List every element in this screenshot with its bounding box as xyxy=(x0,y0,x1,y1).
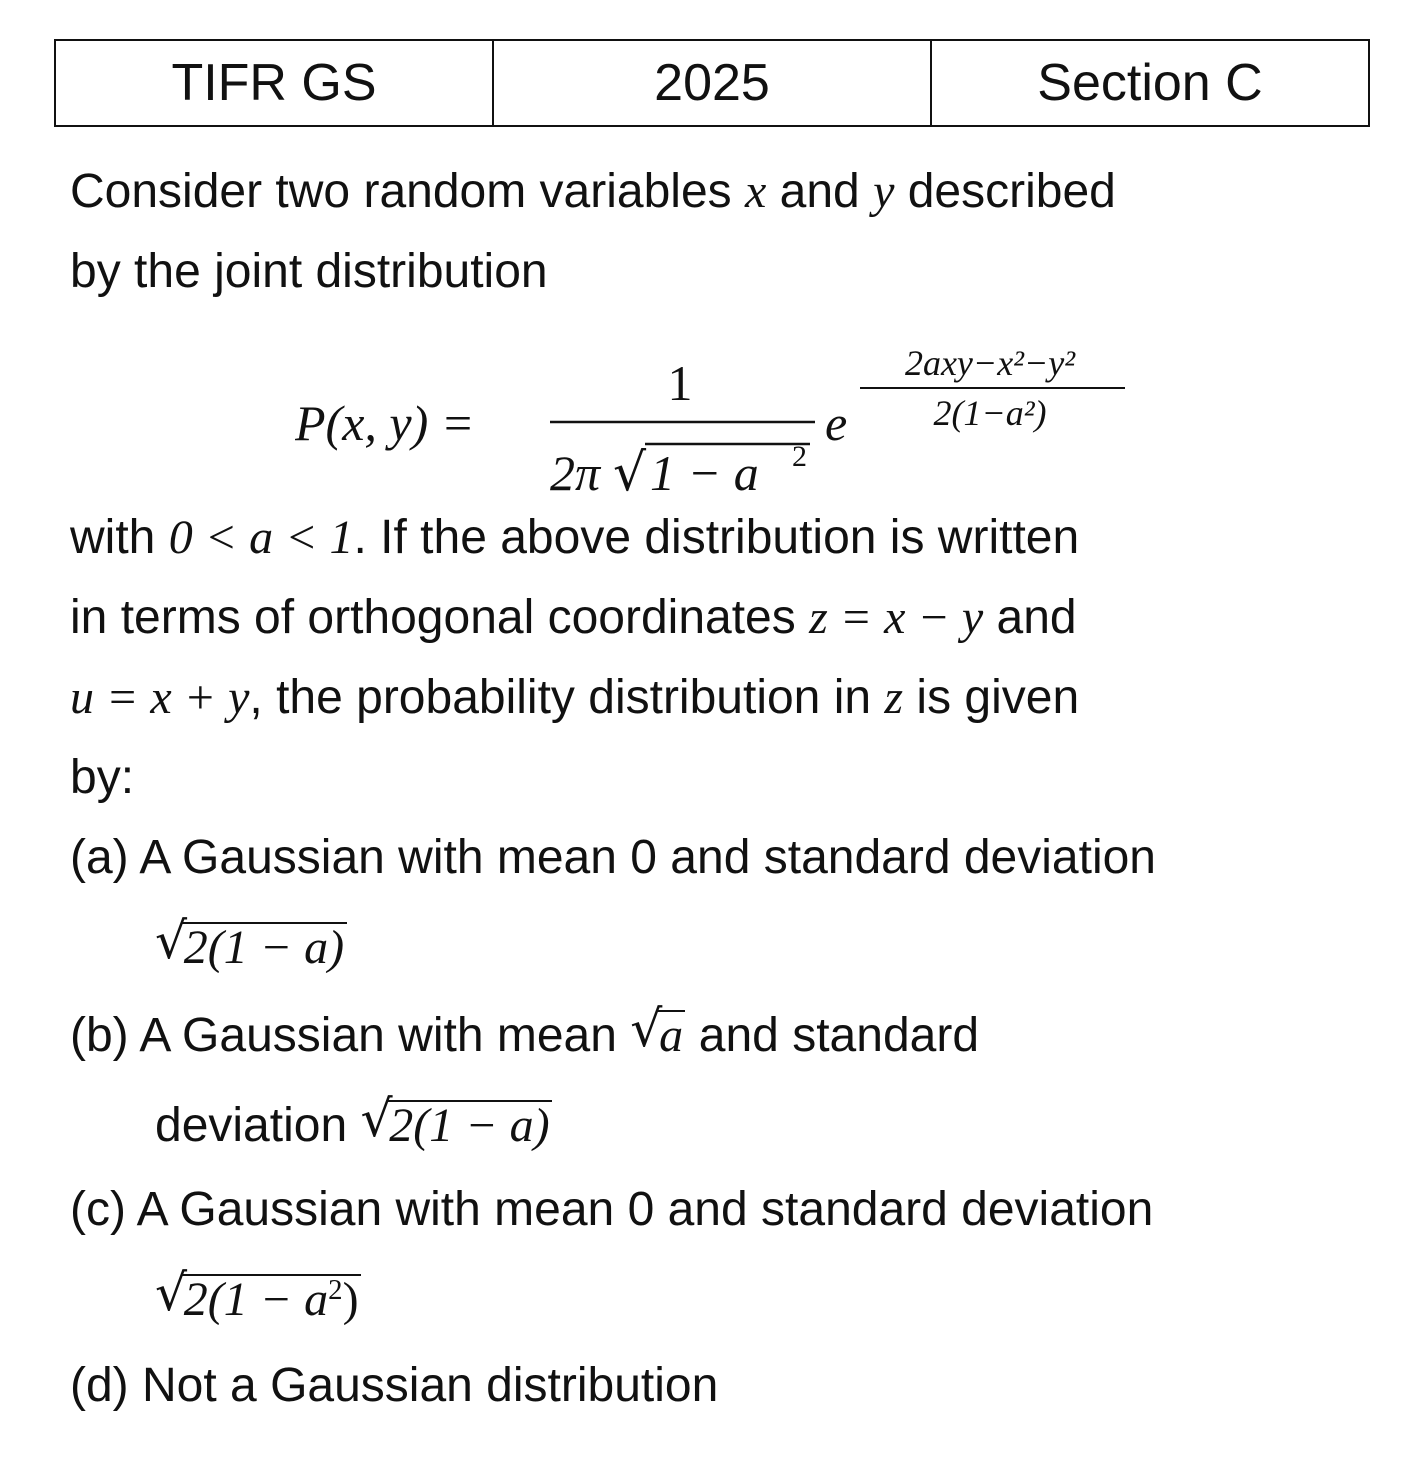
variable-z: z xyxy=(884,671,904,724)
header-table xyxy=(54,39,1370,127)
option-b-line-1 xyxy=(70,998,980,1062)
option-b-line-2 xyxy=(155,1088,552,1152)
formula-exponent-numerator: 2axy−x²−y² xyxy=(904,343,1076,383)
option-c-math xyxy=(155,1262,361,1326)
question-text: . If the above distribution is written xyxy=(353,511,1080,564)
question-line-1 xyxy=(70,165,1116,218)
formula-exp-base: e xyxy=(825,395,848,451)
option-c-sup: 2 xyxy=(328,1274,343,1307)
option-text: and standard xyxy=(685,1009,980,1062)
question-text: and xyxy=(983,591,1077,644)
exam-year-cell: 2025 xyxy=(493,40,931,126)
option-a-text: (a) A Gaussian with mean 0 and standard deviation xyxy=(70,831,1156,884)
radical-sign: √ xyxy=(630,998,663,1058)
question-text: and xyxy=(766,165,874,218)
option-a-math xyxy=(155,910,347,974)
question-text: with xyxy=(70,511,169,564)
z-definition: z = x − y xyxy=(809,591,984,644)
formula-lhs: P(x, y) = xyxy=(295,395,475,451)
radical-sign: √ xyxy=(613,443,647,503)
option-text: (b) A Gaussian with mean xyxy=(70,1009,631,1062)
u-definition: u = x + y xyxy=(70,671,250,724)
question-line-3 xyxy=(70,511,1080,564)
formula-denominator-prefix: 2π xyxy=(550,445,601,501)
option-c-close: ) xyxy=(342,1273,359,1326)
option-b-mean: a xyxy=(659,1009,684,1062)
exam-name-cell: TIFR GS xyxy=(55,40,493,126)
section-cell: Section C xyxy=(931,40,1369,126)
joint-distribution-formula xyxy=(295,330,1195,510)
option-text: deviation xyxy=(155,1099,361,1152)
radical-sign: √ xyxy=(155,910,188,970)
question-text: in terms of orthogonal coordinates xyxy=(70,591,810,644)
question-text: Consider two random variables xyxy=(70,165,745,218)
option-d-text: (d) Not a Gaussian distribution xyxy=(70,1359,719,1412)
question-line-5 xyxy=(70,671,1080,724)
question-text: is given xyxy=(903,671,1080,724)
option-c-radicand: 2(1 − a xyxy=(183,1273,329,1326)
question-text: described xyxy=(894,165,1116,218)
formula-numerator: 1 xyxy=(667,355,693,411)
question-line-6: by: xyxy=(70,751,135,804)
constraint-math: 0 < a < 1 xyxy=(168,511,354,564)
formula-denominator-radicand: 1 − a xyxy=(650,445,759,501)
question-text: , the probability distribution in xyxy=(249,671,885,724)
question-line-2: by the joint distribution xyxy=(70,245,548,298)
formula-denominator-sup: 2 xyxy=(792,440,807,473)
variable-x: x xyxy=(744,165,767,218)
option-b-radicand: 2(1 − a) xyxy=(389,1099,550,1152)
radical-sign: √ xyxy=(360,1088,393,1148)
formula-exponent-denominator: 2(1−a²) xyxy=(933,393,1047,433)
option-a-radicand: 2(1 − a) xyxy=(183,921,345,974)
variable-y: y xyxy=(873,165,895,218)
radical-sign: √ xyxy=(155,1262,188,1322)
option-c-text: (c) A Gaussian with mean 0 and standard deviation xyxy=(70,1183,1154,1236)
question-line-4 xyxy=(70,591,1077,644)
